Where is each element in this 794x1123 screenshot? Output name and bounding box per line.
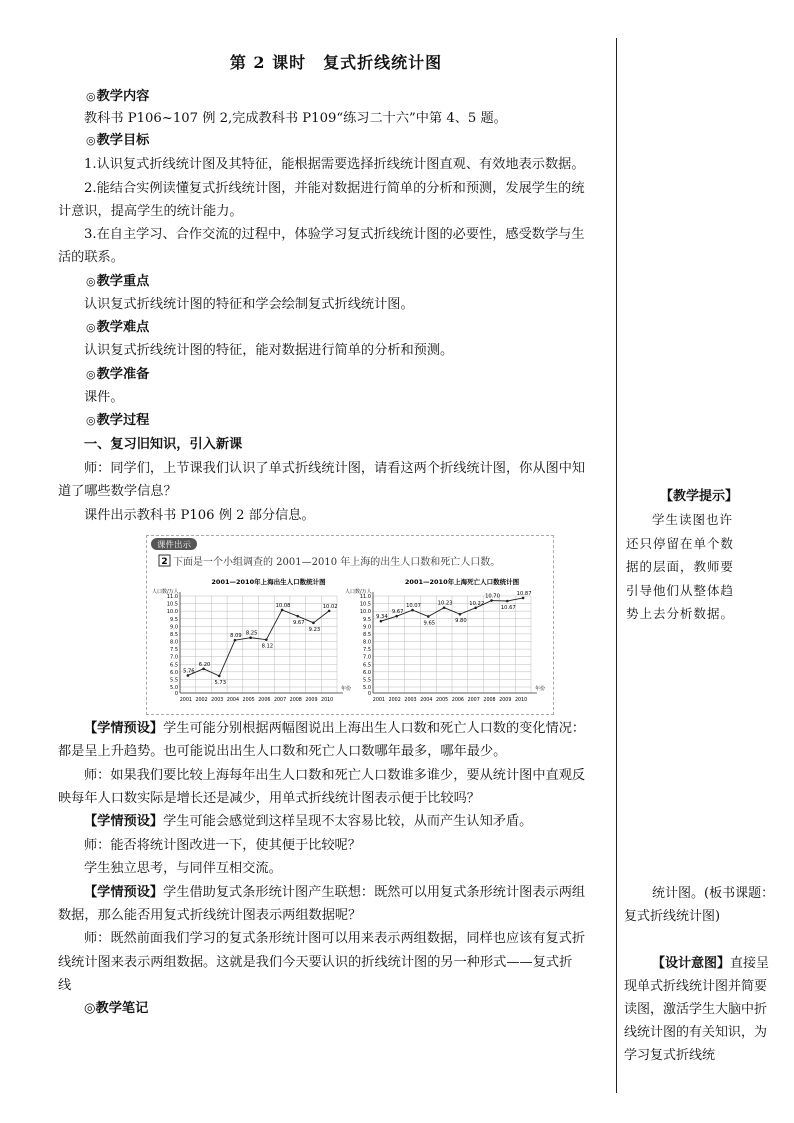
data-point — [395, 615, 398, 618]
data-label: 10.08 — [275, 602, 291, 609]
y-tick-label: 9.5 — [170, 616, 178, 623]
y-tick-label: 5.5 — [170, 677, 178, 684]
x-tick-label: 2006 — [258, 698, 271, 703]
para-3a — [58, 718, 614, 740]
data-point — [265, 638, 268, 641]
goal-3b: 活的联系。 — [58, 250, 124, 265]
x-tick-label: 2010 — [321, 698, 334, 703]
para-8a — [58, 882, 614, 904]
data-point — [490, 599, 493, 602]
x-tick-label: 2004 — [420, 698, 433, 703]
x-axis-unit: 年份 — [341, 686, 352, 692]
x-tick-label: 2008 — [289, 698, 302, 703]
x-tick-label: 2001 — [179, 698, 192, 703]
para-8b: 数据，那么能否用复式折线统计图表示两组数据呢？ — [58, 908, 362, 923]
data-point — [411, 609, 414, 612]
y-tick-label: 8.0 — [170, 639, 178, 646]
data-label: 10.22 — [469, 600, 485, 607]
notes-heading: ◎教学笔记 — [84, 1001, 149, 1016]
y-tick-label: 9.0 — [363, 624, 371, 631]
data-label: 9.67 — [391, 609, 404, 616]
process-heading: ◎教学过程 — [86, 413, 150, 428]
data-point — [218, 675, 221, 678]
data-label: 9.23 — [308, 626, 321, 633]
prep-heading: ◎教学准备 — [86, 367, 150, 382]
key-heading: ◎教学重点 — [86, 274, 150, 289]
prep-heading-text: 教学准备 — [96, 367, 150, 382]
para-9c: 线 — [58, 978, 72, 993]
x-tick-label: 2007 — [467, 698, 480, 703]
y-tick-label: 6.5 — [363, 662, 371, 669]
y-tick-label: 0 — [367, 691, 371, 697]
data-label: 5.76 — [183, 668, 195, 675]
x-tick-label: 2005 — [435, 698, 449, 703]
para-9a: 师：既然前面我们学习的复式条形统计图可以用来表示两组数据，同样也应该有复式折 — [84, 931, 586, 946]
data-point — [427, 615, 430, 618]
y-tick-label: 10.5 — [166, 601, 178, 608]
x-tick-label: 2005 — [242, 698, 255, 703]
diff-text: 认识复式折线统计图的特征，能对数据进行简单的分析和预测。 — [84, 343, 454, 358]
y-tick-label: 10.0 — [166, 609, 178, 616]
y-tick-label: 7.0 — [170, 654, 178, 661]
y-tick-label: 8.0 — [363, 639, 371, 646]
y-tick-label: 10.5 — [359, 601, 371, 608]
data-point — [474, 607, 477, 610]
data-point — [459, 613, 462, 616]
para-5 — [58, 811, 614, 833]
x-tick-label: 2008 — [483, 698, 496, 703]
x-tick-label: 2002 — [388, 698, 401, 703]
y-tick-label: 8.5 — [170, 631, 178, 638]
x-tick-label: 2009 — [305, 698, 318, 703]
para-1b: 道了哪些数学信息？ — [58, 484, 177, 499]
y-tick-label: 8.5 — [363, 631, 371, 638]
y-axis-unit: 人口数/万人 — [152, 589, 179, 595]
x-tick-label: 2004 — [226, 698, 240, 703]
data-point — [328, 610, 331, 613]
design-text — [624, 952, 776, 1067]
chart-title: 2001—2010年上海死亡人口数统计图 — [404, 578, 520, 586]
preset-tag: 【学情预设】 — [84, 885, 164, 900]
x-tick-label: 2002 — [195, 698, 208, 703]
y-tick-label: 9.0 — [170, 624, 178, 631]
y-tick-label: 9.5 — [363, 616, 371, 623]
process-heading-text: 教学过程 — [96, 413, 150, 428]
chart-title: 2001—2010年上海出生人口数统计图 — [211, 578, 326, 586]
figure-badge: 课件出示 — [156, 540, 192, 551]
data-point — [312, 622, 315, 625]
data-point — [281, 609, 284, 612]
figure-svg — [147, 536, 553, 714]
data-point — [296, 615, 299, 618]
data-label: 9.67 — [292, 620, 305, 627]
key-heading-text: 教学重点 — [96, 274, 150, 289]
example-number: 2 — [161, 557, 168, 567]
data-label: 9.65 — [423, 620, 436, 627]
para-7: 学生独立思考，与同伴互相交流。 — [84, 861, 282, 876]
data-label: 10.87 — [516, 590, 532, 597]
tip-text: 学生读图也许还只停留在单个数据的层面，教师要引导他们从整体趋势上去分析数据。 — [626, 512, 735, 621]
data-label: 8.09 — [230, 633, 242, 640]
goal-3a: 3.在自主学习、合作交流的过程中，体验学习复式折线统计图的必要性，感受数学与生 — [84, 227, 585, 242]
y-tick-label: 10.0 — [359, 609, 371, 616]
figure-question: 下面是一个小组调查的 2001—2010 年上海的出生人口数和死亡人口数。 — [173, 557, 501, 568]
content-heading: ◎教学内容 — [86, 89, 150, 104]
goal-2a: 2.能结合实例读懂复式折线统计图，并能对数据进行简单的分析和预测，发展学生的统 — [84, 181, 585, 196]
data-label: 6.20 — [198, 661, 211, 668]
para-6: 师：能否将统计图改进一下，使其便于比较呢？ — [84, 838, 361, 853]
prep-text: 课件。 — [84, 390, 124, 405]
data-label: 10.23 — [437, 600, 453, 607]
para-5-text: 学生可能会感觉到这样呈现不太容易比较，从而产生认知矛盾。 — [163, 814, 533, 829]
para-9b: 线统计图来表示两组数据。这就是我们今天要认识的折线统计图的另一种形式——复式折 — [58, 955, 573, 970]
x-tick-label: 2009 — [499, 698, 512, 703]
data-point — [202, 668, 205, 671]
x-tick-label: 2007 — [273, 698, 287, 703]
para-3a-text: 学生可能分别根据两幅图说出上海出生人口数和死亡人口数的变化情况： — [163, 721, 586, 736]
diff-heading-text: 教学难点 — [96, 320, 150, 335]
y-tick-label: 11.0 — [359, 594, 371, 600]
board-text: 统计图。(板书课题：复式折线统计图) — [624, 886, 775, 924]
y-tick-label: 0 — [174, 691, 178, 697]
data-point — [187, 674, 190, 677]
y-tick-label: 11.0 — [166, 594, 178, 600]
x-tick-label: 2010 — [514, 698, 528, 703]
y-tick-label: 7.5 — [170, 647, 178, 654]
data-label: 10.02 — [322, 603, 338, 610]
design-body: 直接呈现单式折线统计图并简要读图，激活学生大脑中折线统计图的有关知识，为学习复式折线统 — [624, 956, 770, 1063]
data-point — [506, 600, 509, 603]
data-label: 10.67 — [500, 605, 516, 612]
x-axis-unit: 年份 — [535, 686, 546, 692]
y-tick-label: 5.5 — [363, 677, 371, 684]
data-label: 9.80 — [455, 618, 467, 625]
y-tick-label: 6.0 — [363, 669, 371, 676]
example-figure — [146, 535, 554, 715]
data-point — [443, 606, 446, 609]
y-tick-label: 5.0 — [363, 685, 371, 691]
para-4a: 师：如果我们要比较上海每年出生人口数和死亡人口数谁多谁少，要从统计图中直观反 — [84, 768, 586, 783]
data-label: 10.07 — [406, 603, 421, 610]
data-label: 5.73 — [214, 679, 227, 686]
tip-title: 【教学提示】 — [659, 489, 738, 504]
para-4b: 映每年人口数实际是增长还是减少，用单式折线统计图表示便于比较吗？ — [58, 791, 480, 806]
para-1a: 师：同学们，上节课我们认识了单式折线统计图，请看这两个折线统计图，你从图中知 — [84, 461, 586, 476]
data-label: 8.12 — [261, 643, 274, 650]
design-title: 【设计意图】 — [652, 956, 731, 971]
goal-1: 1.认识复式折线统计图及其特征，能根据需要选择折线统计图直观、有效地表示数据。 — [84, 157, 585, 172]
para-8a-text: 学生借助复式条形统计图产生联想：既然可以用复式条形统计图表示两组 — [163, 885, 586, 900]
y-tick-label: 6.0 — [170, 669, 178, 676]
x-tick-label: 2001 — [372, 698, 386, 703]
preset-tag: 【学情预设】 — [84, 814, 164, 829]
y-tick-label: 7.5 — [363, 647, 371, 654]
column-divider — [616, 38, 617, 1093]
key-text: 认识复式折线统计图的特征和学会绘制复式折线统计图。 — [84, 297, 414, 312]
content-heading-text: 教学内容 — [96, 89, 150, 104]
data-point — [249, 636, 252, 639]
y-tick-label: 6.5 — [170, 662, 178, 669]
data-label: 8.25 — [245, 630, 258, 637]
x-tick-label: 2003 — [211, 698, 224, 703]
y-axis-unit: 人口数/万人 — [345, 589, 372, 595]
y-tick-label: 7.0 — [363, 654, 371, 661]
data-label: 10.70 — [485, 593, 500, 600]
step1-heading: 一、复习旧知识，引入新课 — [84, 437, 243, 452]
goal-heading-text: 教学目标 — [96, 133, 150, 148]
goal-heading: ◎教学目标 — [86, 133, 150, 148]
preset-tag: 【学情预设】 — [84, 721, 164, 736]
x-tick-label: 2006 — [451, 698, 465, 703]
data-point — [234, 639, 237, 642]
goal-2b: 计意识，提高学生的统计能力。 — [58, 204, 243, 219]
x-tick-label: 2003 — [404, 698, 417, 703]
y-tick-label: 5.0 — [170, 685, 178, 691]
data-label: 9.34 — [376, 614, 388, 621]
para-3b: 都是呈上升趋势。也可能说出出生人口数和死亡人口数哪年最多，哪年最少。 — [58, 744, 507, 759]
diff-heading: ◎教学难点 — [86, 320, 150, 335]
para-2: 课件出示教科书 P106 例 2 部分信息。 — [84, 508, 315, 523]
data-point — [380, 620, 383, 623]
content-text: 教科书 P106~107 例 2,完成教科书 P109“练习二十六”中第 4、5 题。 — [84, 111, 507, 126]
data-point — [522, 597, 525, 600]
page-title: 第 2 课时 复式折线统计图 — [229, 53, 443, 72]
